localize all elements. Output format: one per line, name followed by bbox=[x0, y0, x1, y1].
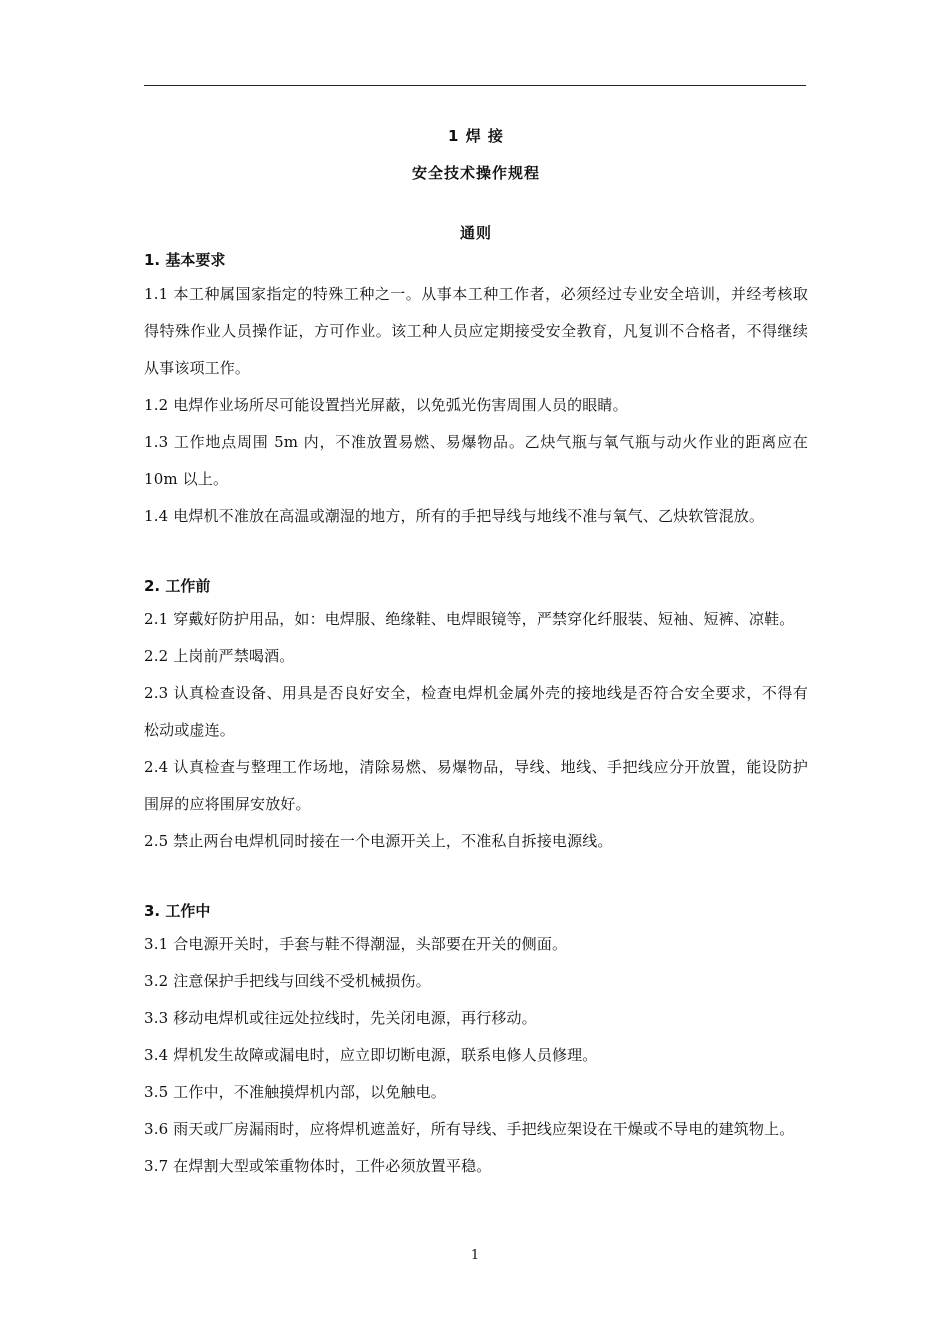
section-heading-basic-requirements: 1. 基本要求 bbox=[144, 251, 226, 269]
section-heading-before-work: 2. 工作前 bbox=[144, 577, 211, 595]
paragraph-1-4: 1.4 电焊机不准放在高温或潮湿的地方，所有的手把导线与地线不准与氧气、乙炔软管混放。 bbox=[144, 507, 765, 525]
paragraph-1-2: 1.2 电焊作业场所尽可能设置挡光屏蔽，以免弧光伤害周围人员的眼睛。 bbox=[144, 396, 628, 414]
paragraph-3-2: 3.2 注意保护手把线与回线不受机械损伤。 bbox=[144, 972, 431, 990]
chapter-title: 1 焊 接 bbox=[448, 127, 504, 145]
paragraph-1-1: 1.1 本工种属国家指定的特殊工种之一。从事本工种工作者，必须经过专业安全培训，并经考核取得特殊作业人员操作证，方可作业。该工种人员应定期接受安全教育，凡复训不合格者，不得继续从事该项工作。 bbox=[144, 285, 808, 377]
paragraph-2-3: 2.3 认真检查设备、用具是否良好安全，检查电焊机金属外壳的接地线是否符合安全要求，不得有松动或虚连。 bbox=[144, 684, 808, 739]
paragraph-2-4: 2.4 认真检查与整理工作场地，清除易燃、易爆物品，导线、地线、手把线应分开放置，能设防护围屏的应将围屏安放好。 bbox=[144, 758, 808, 813]
paragraph-1-3: 1.3 工作地点周围 5m 内，不准放置易燃、易爆物品。乙炔气瓶与氧气瓶与动火作业的距离应在 10m 以上。 bbox=[144, 433, 808, 488]
document-body bbox=[144, 122, 808, 1185]
paragraph-2-5: 2.5 禁止两台电焊机同时接在一个电源开关上，不准私自拆接电源线。 bbox=[144, 832, 613, 850]
general-heading: 通则 bbox=[459, 224, 492, 242]
paragraph-3-1: 3.1 合电源开关时，手套与鞋不得潮湿，头部要在开关的侧面。 bbox=[144, 935, 568, 953]
paragraph-2-2: 2.2 上岗前严禁喝酒。 bbox=[144, 647, 295, 665]
paragraph-3-6: 3.6 雨天或厂房漏雨时，应将焊机遮盖好，所有导线、手把线应架设在干燥或不导电的建筑物上。 bbox=[144, 1120, 795, 1138]
page-number: 1 bbox=[470, 1248, 480, 1263]
document-subtitle: 安全技术操作规程 bbox=[411, 164, 540, 182]
paragraph-2-1: 2.1 穿戴好防护用品，如：电焊服、绝缘鞋、电焊眼镜等，严禁穿化纤服装、短袖、短裤、凉鞋。 bbox=[144, 610, 795, 628]
header-rule bbox=[144, 85, 806, 86]
paragraph-3-5: 3.5 工作中，不准触摸焊机内部，以免触电。 bbox=[144, 1083, 446, 1101]
paragraph-3-4: 3.4 焊机发生故障或漏电时，应立即切断电源，联系电修人员修理。 bbox=[144, 1046, 598, 1064]
section-heading-during-work: 3. 工作中 bbox=[144, 902, 211, 920]
paragraph-3-3: 3.3 移动电焊机或往远处拉线时，先关闭电源，再行移动。 bbox=[144, 1009, 537, 1027]
paragraph-3-7: 3.7 在焊割大型或笨重物体时，工件必须放置平稳。 bbox=[144, 1157, 492, 1175]
